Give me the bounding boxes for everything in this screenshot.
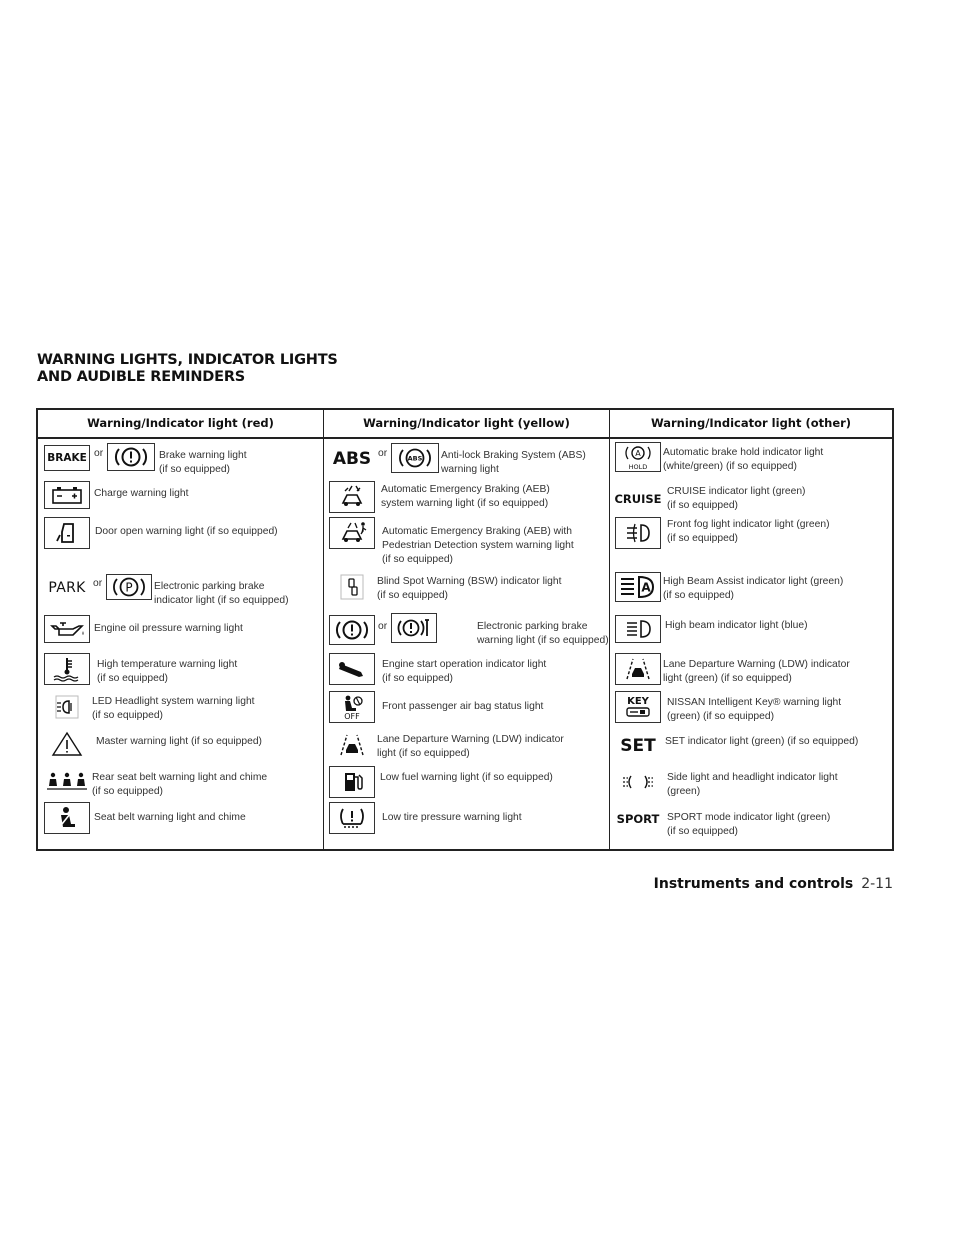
page-footer: [654, 876, 893, 892]
set-text-icon: SET: [615, 732, 661, 760]
item-label: Lane Departure Warning (LDW) indicator light (if so equipped): [377, 734, 564, 759]
item-label: Low tire pressure warning light: [382, 812, 522, 823]
section-title-line-2: AND AUDIBLE REMINDERS: [37, 369, 246, 385]
page-number: 2-11: [861, 876, 893, 892]
side-light-icon: [615, 766, 661, 798]
svg-text:P: P: [125, 580, 133, 595]
item-label: LED Headlight system warning light (if so equipped): [92, 696, 255, 721]
item-label: Front passenger air bag status light: [382, 701, 544, 712]
seat-belt-icon: [44, 802, 90, 834]
bsw-icon: [329, 572, 375, 602]
svg-text:KEY: KEY: [627, 696, 649, 707]
brake-text-icon: BRAKE: [44, 445, 90, 471]
svg-text:OFF: OFF: [344, 712, 360, 721]
svg-text:HOLD: HOLD: [628, 463, 648, 471]
led-headlight-icon: [44, 691, 90, 723]
item-label: Front fog light indicator light (green) (if so equipped): [667, 519, 830, 544]
svg-text:ABS: ABS: [407, 454, 423, 463]
parking-wrench-icon: [391, 613, 437, 643]
column-header-yellow: Warning/Indicator light (yellow): [363, 416, 570, 430]
item-label: CRUISE indicator light (green) (if so equipped): [667, 486, 806, 511]
tire-pressure-icon: [329, 802, 375, 834]
or-label: or: [93, 578, 103, 589]
item-label: Master warning light (if so equipped): [96, 736, 262, 747]
abs-text-icon: ABS: [329, 445, 375, 473]
item-label: Side light and headlight indicator light (green): [667, 772, 838, 797]
section-title: [37, 352, 338, 386]
item-label: Rear seat belt warning light and chime (if so equipped): [92, 772, 268, 797]
aeb-pedestrian-icon: [329, 517, 375, 549]
brake-circle-icon: [107, 443, 155, 471]
parking-circle-icon: [106, 574, 152, 600]
auto-hold-icon: [615, 442, 661, 472]
item-label: Automatic brake hold indicator light (white/green) (if so equipped): [663, 447, 824, 472]
warning-lights-table: [36, 408, 894, 851]
item-label: High temperature warning light (if so equipped): [97, 659, 238, 684]
ldw-icon: [329, 729, 375, 761]
item-label: Electronic parking brake warning light (if so equipped): [477, 621, 609, 646]
master-warning-icon: [44, 729, 90, 759]
section-title-line-1: WARNING LIGHTS, INDICATOR LIGHTS: [37, 352, 338, 368]
item-label: SPORT mode indicator light (green) (if so equipped): [667, 812, 831, 837]
airbag-off-icon: [329, 691, 375, 723]
high-beam-assist-icon: [615, 572, 661, 602]
abs-circle-icon: [391, 443, 439, 473]
item-label: Engine start operation indicator light (if so equipped): [382, 659, 547, 684]
item-label: High Beam Assist indicator light (green) (if so equipped): [663, 576, 844, 601]
key-start-icon: [329, 653, 375, 685]
column-header-other: Warning/Indicator light (other): [650, 416, 852, 430]
oil-can-icon: [44, 615, 90, 643]
item-label: Electronic parking brake indicator light (if so equipped): [154, 581, 289, 606]
aeb-icon: [329, 481, 375, 513]
park-text-icon: PARK: [44, 575, 90, 601]
column-divider: [609, 410, 610, 849]
brake-circle-icon: [329, 615, 375, 645]
cruise-text-icon: CRUISE: [615, 487, 661, 511]
item-label: Automatic Emergency Braking (AEB) with Pedestrian Detection system warning light (if so equipped): [382, 526, 574, 565]
column-header-red: Warning/Indicator light (red): [87, 416, 274, 430]
fuel-pump-icon: [329, 766, 375, 798]
or-label: or: [94, 448, 104, 459]
item-label: Anti-lock Braking System (ABS) warning light: [441, 450, 586, 475]
front-fog-icon: [615, 517, 661, 549]
or-label: or: [378, 448, 388, 459]
table-header: [38, 410, 892, 439]
svg-text:A: A: [641, 580, 651, 595]
battery-icon: [44, 481, 90, 509]
item-label: Seat belt warning light and chime: [94, 812, 246, 823]
column-divider: [323, 410, 324, 849]
high-beam-icon: [615, 615, 661, 643]
sport-text-icon: SPORT: [615, 805, 661, 833]
ldw-icon: [615, 653, 661, 685]
svg-text:A: A: [635, 449, 641, 458]
item-label: Low fuel warning light (if so equipped): [380, 772, 553, 783]
item-label: High beam indicator light (blue): [665, 620, 808, 631]
or-label: or: [378, 621, 388, 632]
item-label: Blind Spot Warning (BSW) indicator light (if so equipped): [377, 576, 562, 601]
item-label: Brake warning light (if so equipped): [159, 450, 247, 475]
item-label: Lane Departure Warning (LDW) indicator light (green) (if so equipped): [663, 659, 850, 684]
item-label: SET indicator light (green) (if so equipped): [665, 736, 859, 747]
item-label: Charge warning light: [94, 488, 189, 499]
rear-seat-belt-icon: [44, 766, 90, 796]
item-label: NISSAN Intelligent Key® warning light (green) (if so equipped): [667, 697, 842, 722]
item-label: Door open warning light (if so equipped): [95, 526, 278, 537]
coolant-temp-icon: [44, 653, 90, 685]
footer-section: Instruments and controls: [653, 876, 854, 892]
item-label: Engine oil pressure warning light: [94, 623, 243, 634]
door-open-icon: [44, 517, 90, 549]
intelligent-key-icon: [615, 691, 661, 723]
item-label: Automatic Emergency Braking (AEB) system warning light (if so equipped): [381, 484, 550, 509]
